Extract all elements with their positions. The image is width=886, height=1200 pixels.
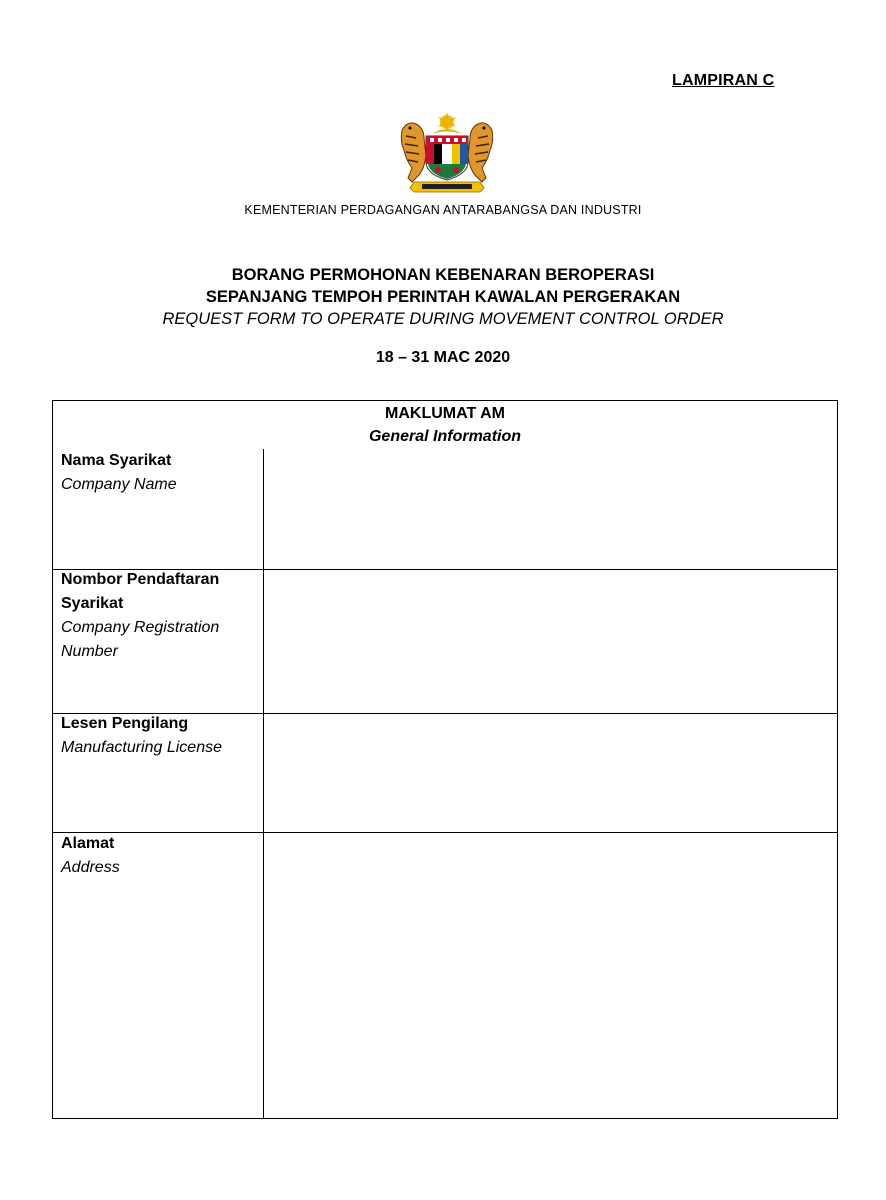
title-line-2: SEPANJANG TEMPOH PERINTAH KAWALAN PERGERAKAN	[205, 288, 681, 306]
date-range: 18 – 31 MAC 2020	[375, 349, 511, 366]
field-label-ms: Lesen Pengilang	[61, 715, 189, 732]
section-header	[53, 401, 837, 449]
company-registration-number-label	[61, 568, 257, 664]
malaysia-coat-of-arms-icon	[394, 112, 500, 194]
section-title-en: General Information	[368, 428, 522, 445]
field-label-ms: Nama Syarikat	[61, 452, 172, 469]
general-information-table	[52, 400, 838, 1119]
address-label	[61, 832, 257, 880]
ministry-name: KEMENTERIAN PERDAGANGAN ANTARABANGSA DAN INDUSTRI	[244, 203, 642, 217]
manufacturing-license-field[interactable]	[265, 715, 835, 830]
field-label-ms: Nombor Pendaftaran Syarikat	[61, 571, 220, 612]
section-title-ms: MAKLUMAT AM	[385, 405, 505, 422]
field-label-en: Company Name	[61, 476, 177, 493]
company-name-field[interactable]	[265, 451, 835, 567]
field-label-ms: Alamat	[61, 835, 115, 852]
right-tiger-icon	[468, 123, 493, 182]
address-field[interactable]	[265, 834, 835, 1116]
field-label-en: Manufacturing License	[61, 739, 222, 756]
column-divider	[263, 449, 264, 1118]
motto-scroll	[410, 182, 484, 192]
manufacturing-license-label	[61, 712, 257, 760]
form-title	[0, 264, 886, 330]
field-label-en: Company Registration Number	[61, 619, 220, 660]
title-line-1: BORANG PERMOHONAN KEBENARAN BEROPERASI	[231, 266, 655, 284]
shield-icon	[426, 136, 468, 180]
annex-label: LAMPIRAN C	[672, 72, 775, 89]
company-registration-number-field[interactable]	[265, 571, 835, 711]
company-name-label	[61, 449, 257, 497]
crescent-icon	[432, 129, 462, 134]
field-label-en: Address	[61, 859, 120, 876]
title-line-3: REQUEST FORM TO OPERATE DURING MOVEMENT CONTROL ORDER	[162, 310, 724, 328]
left-tiger-icon	[401, 123, 426, 182]
